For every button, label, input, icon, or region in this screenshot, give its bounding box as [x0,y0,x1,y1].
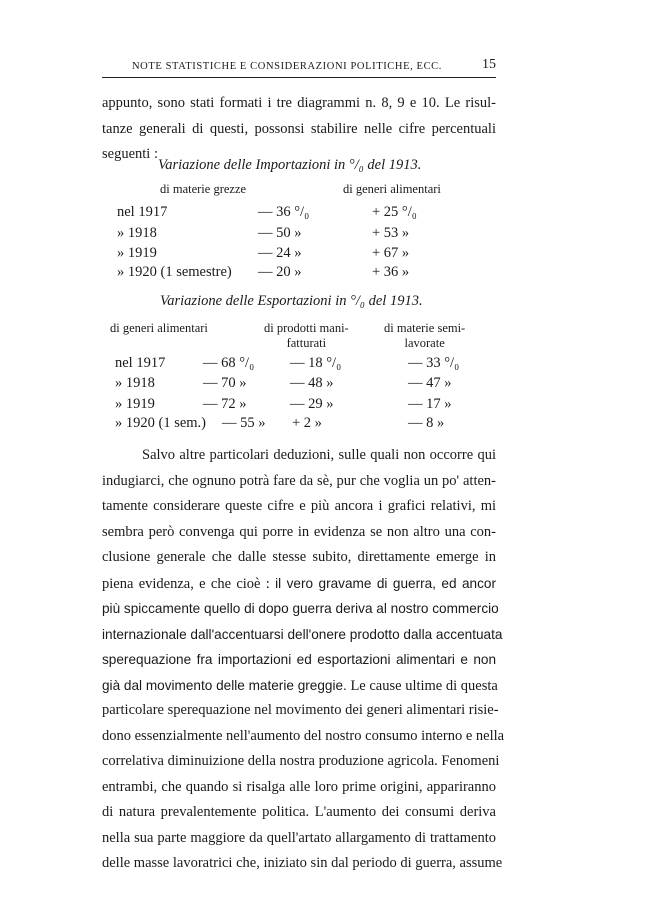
intro-line: appunto, sono stati formati i tre diagrammi n. 8, 9 e 10. Le risul- [102,95,496,111]
exports-caption: Variazione delle Esportazioni in °/₀ del 1913. [160,293,423,309]
imports-raw-value: — 24 » [258,245,302,261]
imports-food-value: + 67 » [372,245,410,261]
exports-manufactured-value: + 2 » [292,415,322,431]
emphasis-text: già dal movimento delle materie greggie. [102,677,347,693]
emphasis-text: il vero gravame di guerra, ed ancor [275,575,496,591]
body-line: Salvo altre particolari deduzioni, sulle quali non occorre qui [142,447,496,463]
imports-raw-value: — 50 » [258,225,302,241]
body-line: tamente considerare queste cifre e più ancora i grafici relativi, mi [102,498,496,514]
imports-year: nel 1917 [117,204,168,220]
body-line: di natura prevalentemente politica. L'aumento dei consumi deriva [102,804,496,820]
emphasis-line: sperequazione fra importazioni ed esportazioni alimentari e non [102,652,496,667]
exports-semi-value: — 33 °/₀ [408,355,460,371]
body-line: particolare sperequazione nel movimento dei generi alimentari risie- [102,702,499,718]
exports-col-manufactured: di prodotti mani- fatturati [264,321,349,350]
body-line [102,673,496,699]
imports-raw-value: — 20 » [258,264,302,280]
exports-year: » 1920 (1 sem.) [115,415,207,431]
imports-food-value: + 25 °/₀ [372,204,417,220]
running-title: NOTE STATISTICHE E CONSIDERAZIONI POLITICHE, ECC. [132,61,442,72]
imports-year: » 1918 [117,225,157,241]
exports-year: » 1919 [115,396,155,412]
exports-semi-value: — 47 » [408,375,452,391]
page-number: 15 [482,57,496,72]
imports-food-value: + 53 » [372,225,410,241]
exports-manufactured-value: — 18 °/₀ [290,355,342,371]
intro-line: seguenti : [102,146,158,162]
intro-line: tanze generali di questi, possonsi stabilire nelle cifre percentuali [102,120,496,137]
body-line: sembra però convenga qui porre in evidenza se non altro una con- [102,523,496,540]
exports-food-value: — 72 » [203,396,247,412]
body-paragraph [102,443,505,877]
body-line: clusione generale che dalle stesse subito, direttamente emerge in [102,549,496,565]
body-line: entrambi, che quando si risalga alle loro prime origini, appariranno [102,778,496,795]
imports-year: » 1920 (1 semestre) [117,264,232,280]
imports-raw-value: — 36 °/₀ [258,204,310,220]
exports-year: nel 1917 [115,355,166,371]
exports-col-semi: di materie semi- lavorate [384,321,466,350]
exports-manufactured-value: — 29 » [290,396,334,412]
exports-semi-value: — 17 » [408,396,452,412]
exports-food-value: — 55 » [222,415,266,431]
imports-year: » 1919 [117,245,157,261]
body-line: correlativa diminuizione della nostra produzione agricola. Fenomeni [102,753,500,769]
imports-col-raw: di materie grezze [160,182,247,196]
body-line: dono essenzialmente nell'aumento del nostro consumo interno e nella [102,727,505,744]
imports-food-value: + 36 » [372,264,410,280]
exports-semi-value: — 8 » [408,415,445,431]
exports-year: » 1918 [115,375,155,391]
exports-col-food: di generi alimentari [110,321,208,335]
body-line [102,571,496,597]
imports-caption: Variazione delle Importazioni in °/₀ del 1913. [158,157,422,173]
body-line: delle masse lavoratrici che, iniziato sin dal periodo di guerra, assume [102,855,503,871]
exports-food-value: — 68 °/₀ [203,355,255,371]
running-head [102,55,496,78]
body-line: indugiarci, che ognuno potrà fare da sè, pur che voglia un po' atten- [102,472,496,489]
body-text: piena evidenza, e che cioè : [102,575,276,592]
emphasis-line: internazionale dall'accentuarsi dell'onere prodotto dalla accentuata [102,626,503,642]
exports-food-value: — 70 » [203,375,247,391]
body-line: nella sua parte maggiore da quell'artato allargamento di trattamento [102,829,496,846]
imports-col-food: di generi alimentari [343,182,441,196]
emphasis-line: più spiccamente quello di dopo guerra deriva al nostro commercio [102,601,499,616]
exports-manufactured-value: — 48 » [290,375,334,391]
body-text: Le cause ultime di questa [346,677,498,694]
